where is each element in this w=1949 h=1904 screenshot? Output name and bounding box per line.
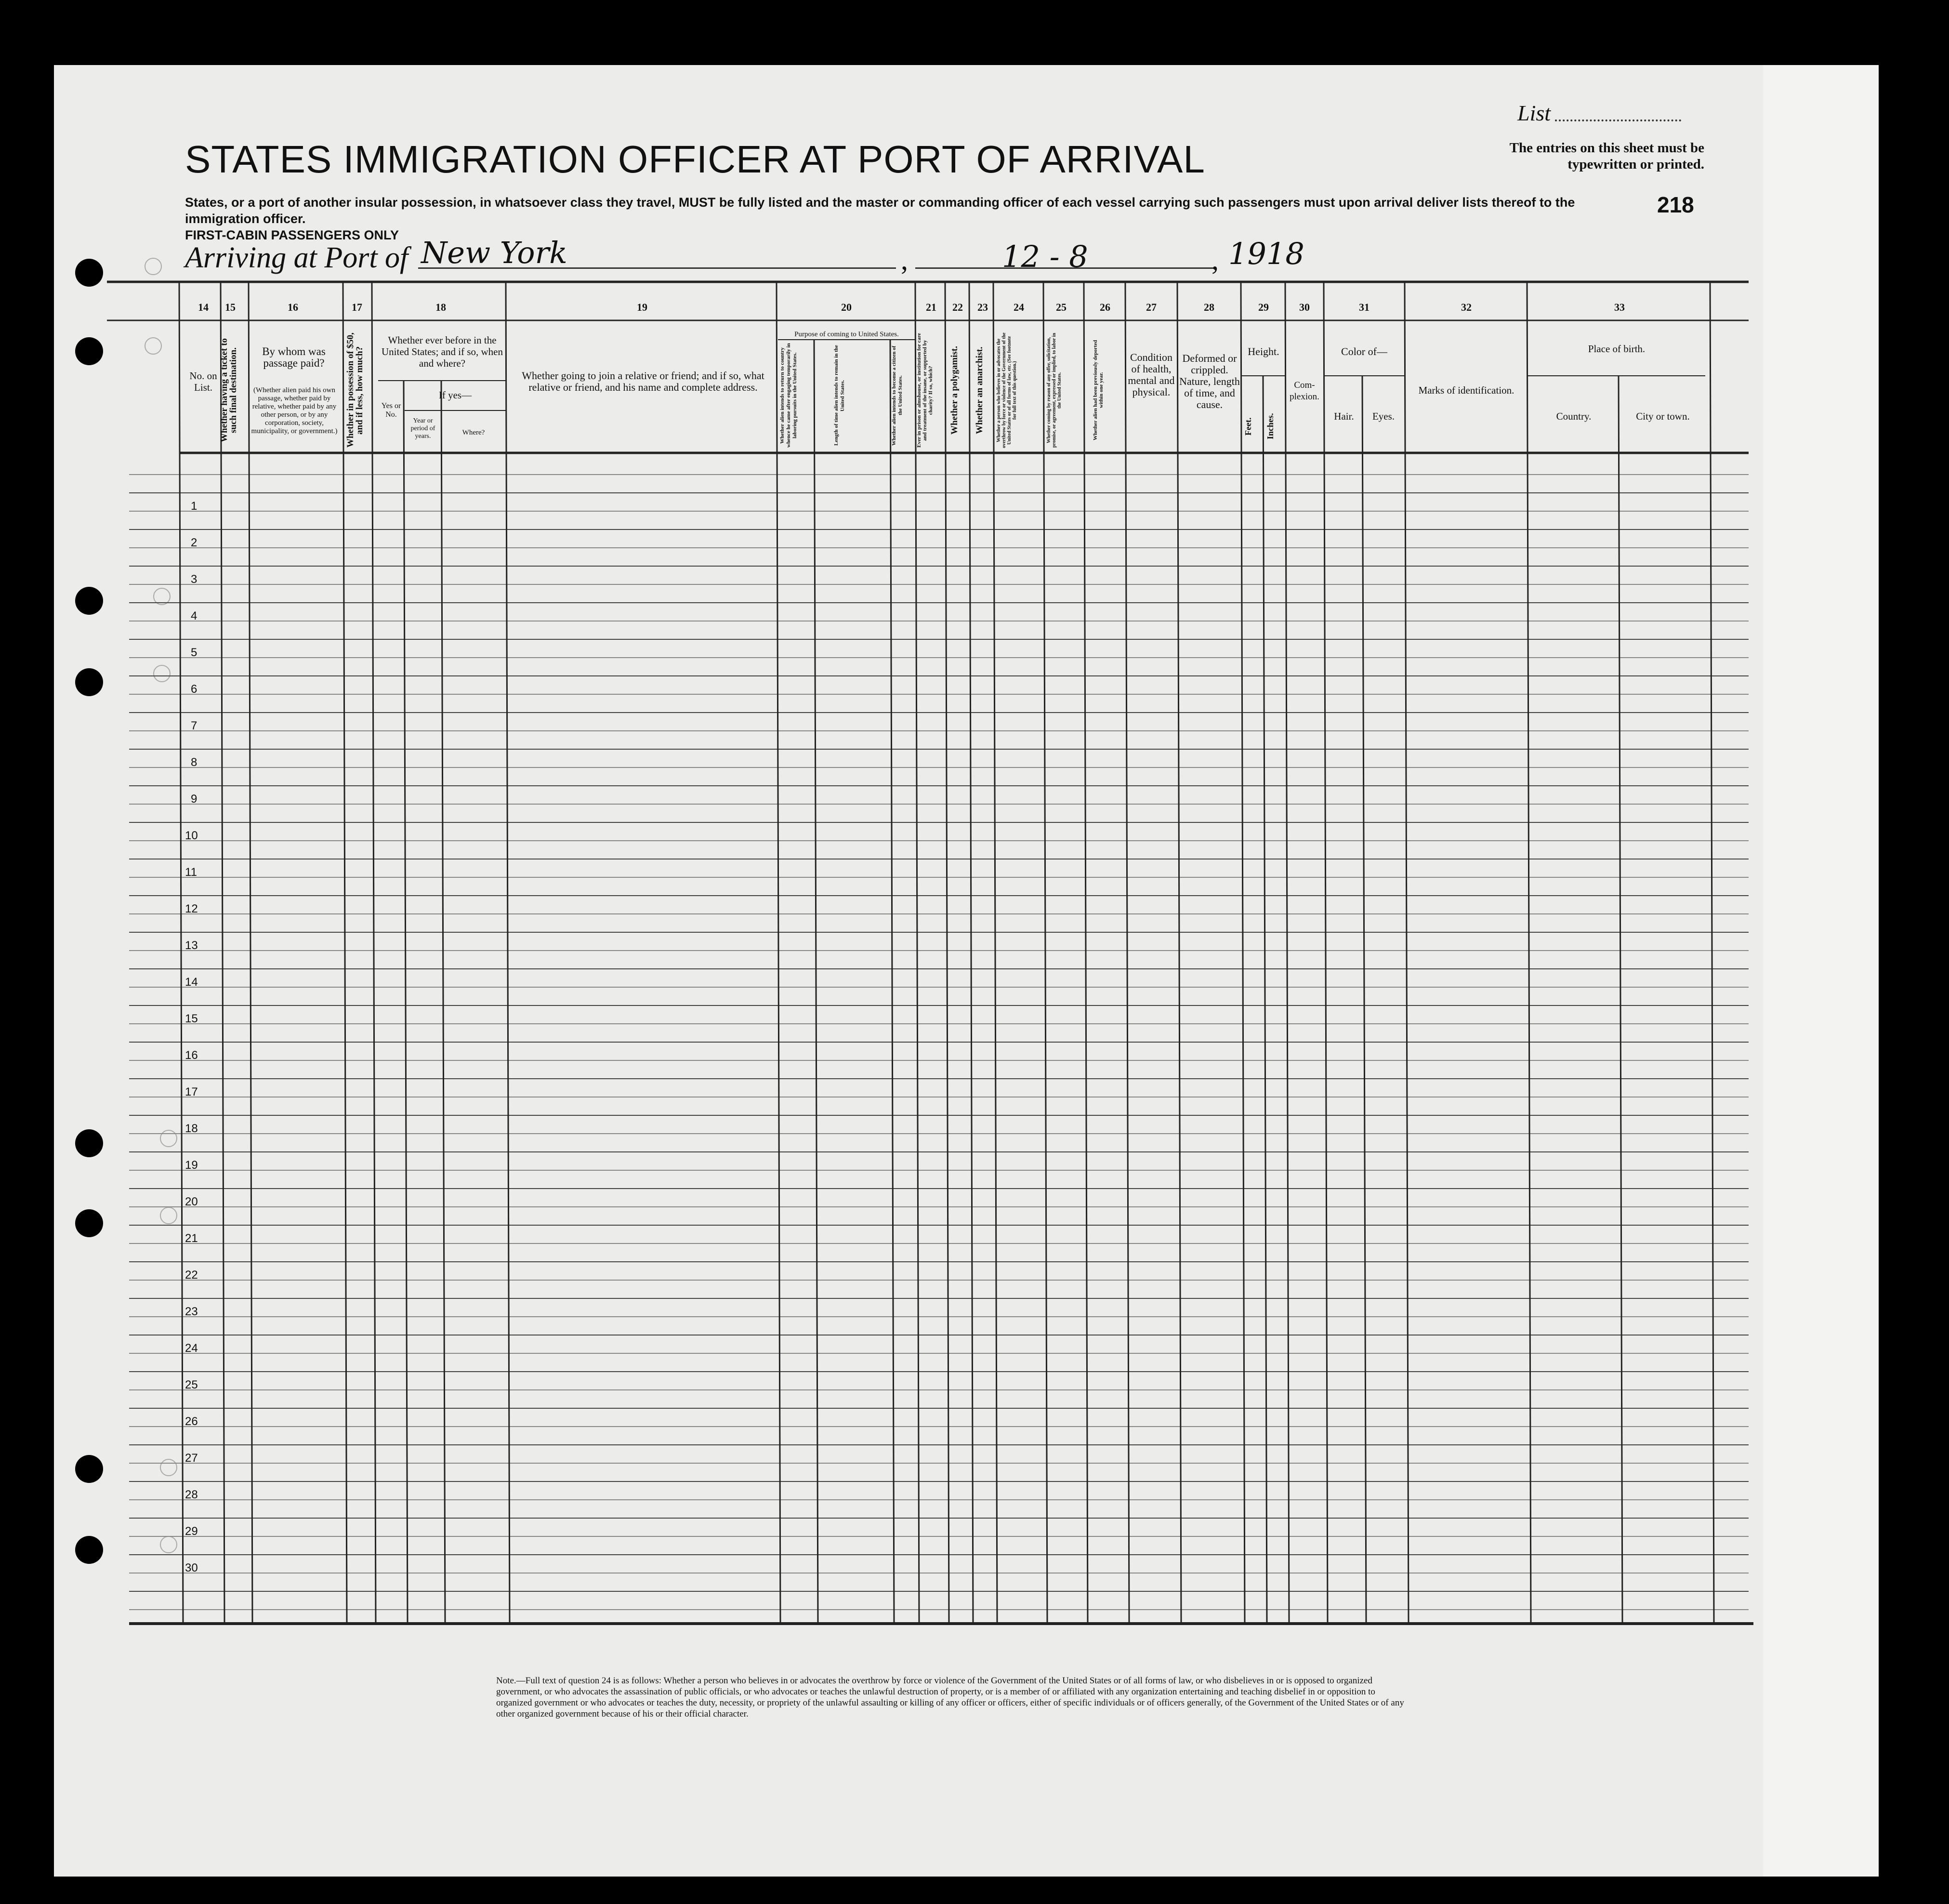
header-polygamist: Whether a polygamist. — [949, 346, 960, 435]
row-number: 15 — [185, 1012, 198, 1025]
header-deported: Whether alien had been previously deported within one year. — [1093, 340, 1104, 441]
column-rule — [915, 282, 919, 1624]
comma: , — [901, 244, 908, 276]
column-rule — [993, 282, 997, 1624]
column-rule — [1285, 282, 1289, 1624]
header-purpose-length: Length of time alien intends to remain in the United States. — [833, 345, 845, 446]
column-number: 26 — [1100, 301, 1110, 313]
header-ticket: Whether having a ticket to such final destination. — [219, 338, 238, 443]
row-number: 25 — [185, 1378, 198, 1391]
column-rule — [814, 340, 818, 1624]
header-passage-title: By whom was passage paid? — [262, 345, 326, 369]
column-number: 30 — [1299, 301, 1310, 313]
column-rule — [945, 282, 949, 1624]
row-number: 1 — [191, 500, 198, 513]
list-label: List — [1517, 101, 1551, 125]
row-number: 17 — [185, 1085, 198, 1098]
column-rules — [179, 282, 1714, 1624]
column-rule — [1619, 376, 1622, 1624]
header-before-title: Whether ever before in the United States; and if so, when and where? — [382, 334, 503, 369]
row-number: 23 — [185, 1305, 198, 1318]
column-rule — [1527, 282, 1531, 1624]
column-rule — [506, 282, 510, 1624]
header-marks: Marks of identification. — [1418, 384, 1514, 396]
row-number: 18 — [185, 1122, 198, 1135]
column-rule — [1263, 376, 1267, 1624]
header-complexion: Com-plexion. — [1290, 380, 1319, 402]
header-anarchist: Whether an anarchist. — [974, 346, 985, 434]
row-number: 19 — [185, 1159, 198, 1172]
header-where: Where? — [462, 429, 485, 436]
row-number: 6 — [191, 683, 198, 696]
header-overthrow: Whether a person who believes in or advocates the overthrow by force or violence of the Government of the United States or of all forms of law, etc. (See footnote for full text of this question.) — [996, 332, 1017, 448]
column-number: 25 — [1056, 301, 1067, 313]
column-rule — [969, 282, 973, 1624]
column-number: 32 — [1461, 301, 1472, 313]
column-number: 31 — [1359, 301, 1370, 313]
column-rule — [343, 282, 347, 1624]
row-number: 3 — [191, 573, 198, 586]
header-yes-no: Yes or No. — [381, 402, 401, 419]
column-number: 14 — [198, 301, 209, 313]
column-rule — [1043, 282, 1047, 1624]
row-number: 7 — [191, 719, 198, 732]
column-rule — [777, 282, 780, 1624]
column-number: 16 — [288, 301, 298, 313]
header-place-of-birth: Place of birth. — [1588, 343, 1646, 355]
arriving-label: Arriving at Port of — [185, 241, 408, 274]
column-rule — [404, 381, 408, 1624]
row-number: 13 — [185, 939, 198, 952]
column-rule — [1405, 282, 1409, 1624]
row-number: 16 — [185, 1049, 198, 1062]
header-condition: Condition of health, mental and physical. — [1128, 351, 1175, 398]
column-number: 21 — [926, 301, 936, 313]
footnote: Note.—Full text of question 24 is as follows: Whether a person who believes in or advocates the overthrow by force or violence of the Government of the United States or of all forms of law, or who disbelieves in or is opposed to organized government, or who advocates the assassination of public officials, or who advocates or teaches the unlawful destruction of property, or is a member of or affiliated with any organization entertaining and teaching disbelief in or opposition to organized government or who advocates or teaches the duty, necessity, or propriety of the unlawful assaulting or killing of any officer or officers, either of specific individuals or of officers generally, of the Government of the United States or of any other organized government because of his or their official character. — [496, 1676, 1404, 1719]
header-eyes: Eyes. — [1372, 410, 1395, 422]
column-number: 27 — [1146, 301, 1157, 313]
column-rule — [1710, 282, 1714, 1624]
column-number: 18 — [435, 301, 446, 313]
column-rule — [1241, 282, 1245, 1624]
column-number: 23 — [977, 301, 988, 313]
row-number: 14 — [185, 976, 198, 989]
column-rule — [249, 282, 252, 1624]
column-number: 24 — [1014, 301, 1024, 313]
row-number: 8 — [191, 756, 198, 769]
header-if-yes: If yes— — [438, 389, 472, 401]
row-number: 9 — [191, 793, 198, 806]
row-number: 27 — [185, 1452, 198, 1465]
header-country: Country. — [1556, 410, 1592, 422]
row-number: 26 — [185, 1415, 198, 1428]
header-purpose-citizen: Whether alien intends to become a citizen of the United States. — [891, 345, 903, 446]
regulation-line: States, or a port of another insular possession, in whatsoever class they travel, MUST be fully listed and the master or commanding officer of each vessel carrying such passengers must upon arrival deliver lists thereof to the immigration officer. — [185, 195, 1575, 226]
column-rule — [1125, 282, 1129, 1624]
header-passage-note: (Whether alien paid his own passage, whether paid by relative, whether paid by any other person, or by any corporation, society, municipality, or government.) — [251, 386, 338, 435]
typing-instructions: The entries on this sheet must be typewritten or printed. — [1509, 140, 1704, 172]
header-purpose: Purpose of coming to United States. — [794, 331, 899, 338]
column-rule — [1362, 376, 1366, 1624]
column-rule — [1324, 282, 1328, 1624]
row-number: 10 — [185, 829, 198, 842]
date-value: 12 - 8 — [1002, 239, 1088, 274]
column-number: 28 — [1204, 301, 1214, 313]
column-rule — [1084, 282, 1088, 1624]
row-number: 5 — [191, 646, 198, 659]
port-value: New York — [421, 235, 567, 270]
header-color-of: Color of— — [1341, 345, 1387, 357]
column-rule — [179, 282, 183, 1624]
row-number: 22 — [185, 1269, 198, 1282]
row-number: 12 — [185, 902, 198, 915]
header-height: Height. — [1248, 345, 1279, 357]
sheet-number: 218 — [1657, 192, 1694, 217]
row-number: 20 — [185, 1195, 198, 1208]
header-feet: Feet. — [1243, 417, 1253, 436]
year-value: 1918 — [1228, 236, 1304, 271]
header-year-period: Year or period of years. — [410, 417, 435, 440]
row-number: 24 — [185, 1342, 198, 1355]
passenger-class: FIRST-CABIN PASSENGERS ONLY — [185, 228, 399, 242]
column-number: 17 — [352, 301, 362, 313]
header-hair: Hair. — [1334, 410, 1354, 422]
column-rule — [372, 282, 376, 1624]
column-number: 29 — [1258, 301, 1269, 313]
header-deformed: Deformed or crippled. Nature, length of time, and cause. — [1179, 352, 1240, 410]
header-no-on-list: No. on List. — [189, 370, 217, 393]
comma: , — [1212, 244, 1219, 276]
column-number: 15 — [225, 301, 236, 313]
column-number: 22 — [952, 301, 963, 313]
page-title: STATES IMMIGRATION OFFICER AT PORT OF ARRIVAL — [185, 138, 1205, 181]
header-inches: Inches. — [1265, 413, 1275, 440]
header-labor-offer: Whether coming by reason of any offer, solicitation, promise, or agreement, expressed or implied, to labor in the United States. — [1046, 332, 1062, 448]
row-number: 30 — [185, 1561, 198, 1574]
header-money: Whether in possession of $50, and if less, how much? — [345, 332, 365, 448]
header-relative: Whether going to join a relative or friend; and if so, what relative or friend, and his name and complete address. — [522, 370, 764, 393]
column-number: 33 — [1614, 301, 1625, 313]
column-rule — [441, 381, 445, 1624]
column-rule — [890, 340, 894, 1624]
column-rule — [221, 282, 224, 1624]
row-number: 4 — [191, 609, 198, 622]
row-number: 29 — [185, 1525, 198, 1538]
header-prison: Ever in prison or almshouse, or institution for care and treatment of the insane, or supported by charity? If so, which? — [916, 333, 934, 448]
row-number: 2 — [191, 536, 198, 549]
column-rule — [1177, 282, 1181, 1624]
row-number: 21 — [185, 1232, 198, 1245]
row-number: 28 — [185, 1488, 198, 1501]
row-number: 11 — [185, 866, 197, 879]
column-number: 19 — [637, 301, 647, 313]
header-city: City or town. — [1636, 410, 1690, 422]
header-purpose-return: Whether alien intends to return to country whence he came after engaging temporarily in laboring pursuits in the United States. — [779, 343, 798, 448]
row-rules — [129, 475, 1749, 1610]
column-number: 20 — [841, 301, 852, 313]
